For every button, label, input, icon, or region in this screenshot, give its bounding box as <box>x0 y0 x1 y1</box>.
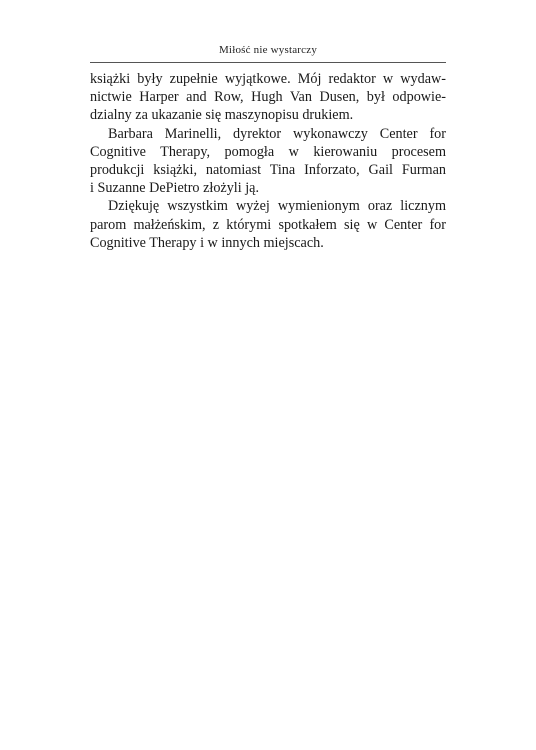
paragraph <box>90 70 446 125</box>
text-line: Barbara Marinelli, dyrektor wykonawczy Center for <box>108 125 446 142</box>
text-line: Cognitive Therapy, pomogła w kierowaniu procesem <box>90 143 446 160</box>
text-line: i Suzanne DePietro złożyli ją. <box>90 180 260 197</box>
text-line: Dziękuję wszystkim wyżej wymienionym oraz licznym <box>108 198 446 215</box>
text-line: parom małżeńskim, z którymi spotkałem się w Center for <box>90 216 446 233</box>
text-line: dzialny za ukazanie się maszynopisu drukiem. <box>90 107 354 124</box>
running-header: Miłość nie wystarczy <box>218 44 318 56</box>
body-text <box>90 70 446 252</box>
text-line: produkcji książki, natomiast Tina Inforzato, Gail Furman <box>90 162 446 179</box>
text-line: nictwie Harper and Row, Hugh Van Dusen, był odpowie- <box>90 89 446 106</box>
paragraph <box>90 197 446 252</box>
paragraph <box>90 125 446 198</box>
text-line: Cognitive Therapy i w innych miejscach. <box>90 234 324 251</box>
text-line: książki były zupełnie wyjątkowe. Mój redaktor w wydaw- <box>90 71 446 87</box>
header-rule <box>90 62 446 63</box>
